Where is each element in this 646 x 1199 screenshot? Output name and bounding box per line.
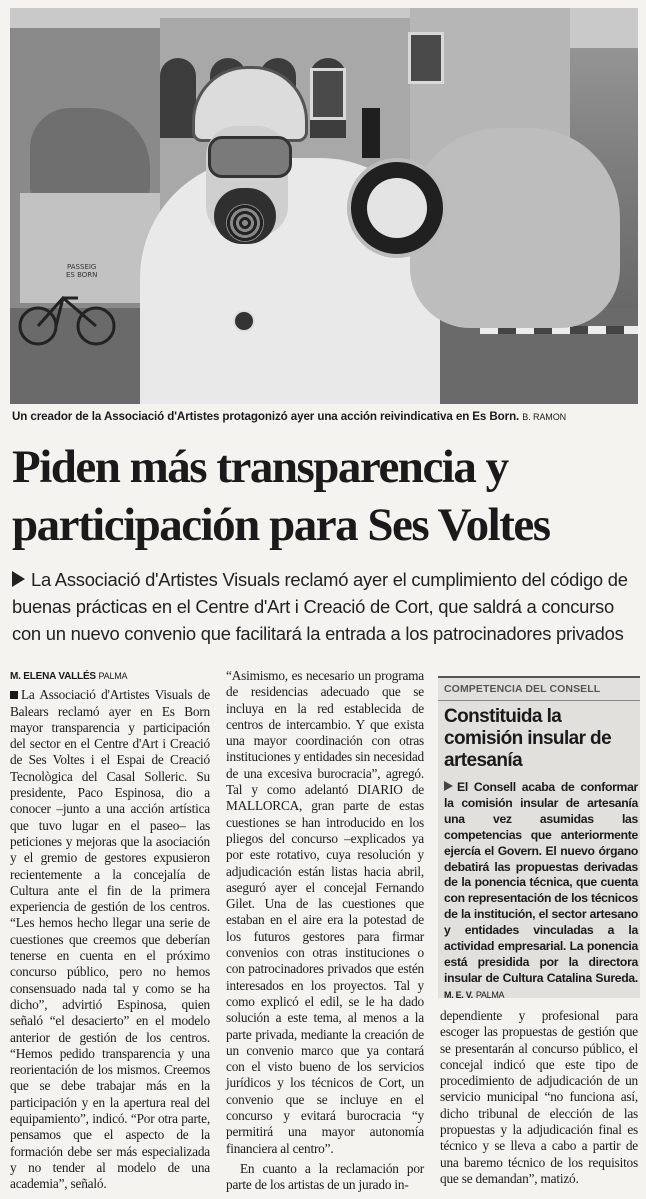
sidebar-divider: [438, 700, 640, 701]
article-column-1: [10, 668, 210, 1193]
bicycle-icon: [18, 278, 118, 348]
triangle-bullet-icon: [444, 781, 453, 791]
sidebar-box: [438, 676, 640, 998]
triangle-bullet-icon: [12, 571, 25, 587]
plaque-line: ES BORN: [66, 271, 98, 279]
headline-line: Piden más transparencia y: [12, 441, 508, 493]
sidebar-signature: M. E. V.: [444, 989, 473, 1000]
sidebar-title: Constituida la comisión insular de artesanía: [444, 706, 612, 771]
photo-traffic-light: [362, 108, 380, 158]
sidebar-body: [444, 780, 638, 1004]
article-column-3: [440, 1008, 638, 1187]
article-paragraph: En cuanto a la reclamación por parte de los artistas de un jurado in-: [226, 1160, 424, 1193]
caption-text: Un creador de la Associació d'Artistes protagonizó ayer una acción reivindicativa en Es Born.: [12, 410, 520, 423]
plaque-line: PASSEIG: [67, 263, 97, 271]
article-paragraph: [10, 687, 210, 1192]
byline-author: M. ELENA VALLÉS: [10, 671, 96, 682]
article-paragraph: “Asimismo, es necesario un programa de residencias adecuado que se incluya en la red establecida de centros de intercambio. Y que exista una mayor coordinación con otras instituciones y entidades sin necesidad de una excesiva burocracia”, agregó. Tal y como adelantó DIARIO de MALLORCA, gran parte de estas cuestiones se han introducido en los pliegos del concurso –explicados ya por este rotativo, cuya resolución y adjudicación están listas hacia abril, aseguró ayer el concejal Fernando Gilet. Una de las cuestiones que estaban en el aire era la potestad de los futuros gestores para firmar convenios con otras instituciones o con patrocinadores privados que estén interesados en los proyectos. Tal y como explicó el edil, se le ha dado solución a este tema, al menos a la parte privada, mediante la creación de un convenio marco que ya contará con el visto bueno de los servicios jurídicos y los técnicos de Cort, un convenio que se incluye en el concurso y evitará burocracia “y permitirá una mayor autonomía financiera al centro”.: [226, 668, 424, 1156]
headline-line: participación para Ses Voltes: [12, 499, 550, 551]
photo-worker-badge-icon: [347, 158, 447, 258]
photo-window: [310, 68, 346, 120]
badge-inner: [367, 178, 427, 238]
photo-street-plaque: [66, 263, 97, 279]
photo-mask-filter: [226, 204, 264, 242]
headline: [12, 438, 642, 554]
photo-window: [408, 32, 444, 84]
photo-credit: B. RAMON: [522, 412, 567, 422]
sidebar-text: El Consell acaba de conformar la comisión insular de artesanía una vez asumidas las competencias que anteriormente ejercía el Govern. El nuevo órgano debatirá las propuestas derivadas de la ponencia técnica, que cuenta con representación de los técnicos de la institución, el sector artesano y entidades vinculadas a la actividad empresarial. La ponencia está presidida por la directora insular de Cultura Catalina Sureda.: [444, 780, 638, 985]
byline: [10, 668, 210, 685]
article-paragraph: dependiente y profesional para escoger las propuestas de gestión que se presentarán al concurso público, el concejal indicó que este tipo de procedimiento de adjudicación de un servicio municipal “no funciona así, dicho tribunal de elección de las propuestas y la adjudicación final es técnico y se lleva a cabo a partir de una baremo técnico de los requisitos que se demandan”, matizó.: [440, 1008, 638, 1186]
photo-goggles: [208, 136, 292, 178]
article-column-2: [226, 668, 424, 1194]
article-text: La Associació d'Artistes Visuals de Balears reclamó ayer en Es Born mayor transparencia y participación del sector en el Centre d'Art i Creació de Ses Voltes i el Espai de Creació Tecnològica del Casal Solleric. Su presidente, Paco Espinosa, dio a conocer –junto a una acción artística que tuvo lugar en el paseo– las peticiones y mejoras que la asociación y el gremio de gestores expusieron recientemente a la concejalía de Cultura ante el fin de la primera experiencia de gestión de los centros. “Les hemos hecho llegar una serie de cuestiones que creemos que deberían tenerse en cuenta en el próximo concurso público, pero no hemos consensuado nada tal y como se ha dicho”, advirtió Espinosa, quien señaló “el desacierto” en el modelo anterior de gestión de los centros. “Hemos pedido transparencia y una reorientación de los mismos. Creemos que se debe trabajar más en la participación y en la apertura real del equipamiento”, indicó. “Por otra parte, pensamos que el aspecto de la formación debe ser más especializada y no tender al modelo de una academia”, señaló.: [10, 687, 210, 1192]
sidebar-kicker: COMPETENCIA DEL CONSELL: [444, 683, 601, 695]
square-bullet-icon: [10, 691, 18, 699]
photo-badge-pin: [233, 310, 255, 332]
subheadline-text: La Associació d'Artistes Visuals reclamó ayer el cumplimiento del código de buenas prácticas en el Centre d'Art i Creació de Cort, que saldrá a concurso con un nuevo convenio que facilitará la entrada a los patrocinadores privados: [12, 569, 628, 644]
photo-arch: [160, 58, 196, 138]
subheadline: [12, 566, 640, 647]
sidebar-signature-location: PALMA: [475, 989, 505, 1000]
byline-location: PALMA: [98, 671, 128, 681]
news-photo: [10, 8, 638, 404]
sidebar-rule: [438, 676, 640, 678]
photo-caption: [12, 410, 634, 423]
